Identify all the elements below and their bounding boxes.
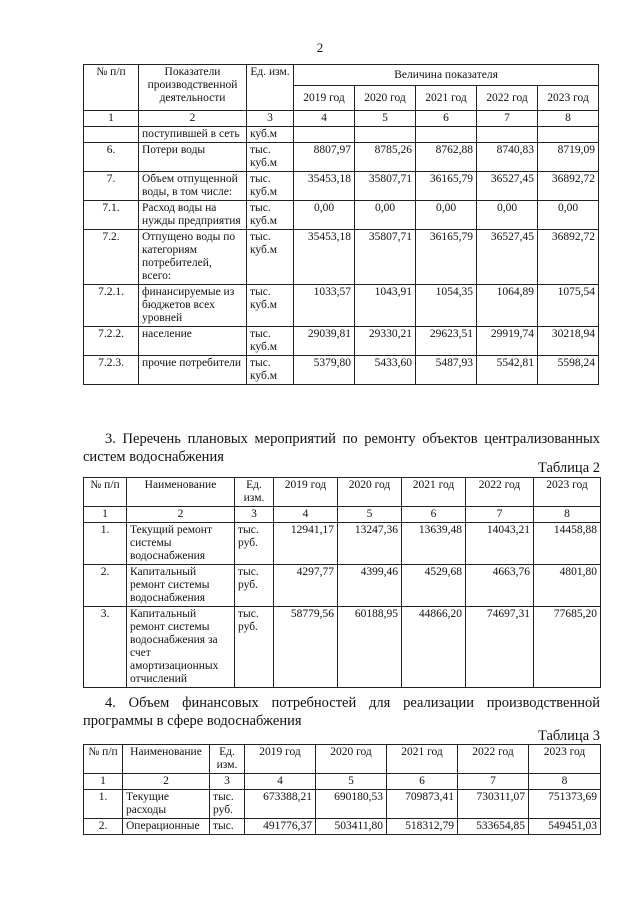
row-name: прочие потребители: [139, 356, 247, 385]
row-name: Расход воды на нужды предприятия: [139, 201, 247, 230]
column-number-row: [84, 774, 601, 790]
row-num: 6.: [84, 143, 139, 172]
column-number: 3: [210, 774, 245, 790]
row-value: 0,00: [294, 201, 355, 230]
row-value: 5598,24: [538, 356, 599, 385]
row-value: [477, 127, 538, 143]
row-value: 0,00: [477, 201, 538, 230]
row-name: Текущий ремонт системы водоснабжения: [127, 523, 235, 565]
table-row: [84, 285, 599, 327]
financial-needs-table: [83, 744, 601, 835]
section-3-heading: 3. Перечень плановых мероприятий по ремонту объектов централизованных систем водоснабжения: [83, 431, 600, 465]
column-number: 5: [316, 774, 387, 790]
row-value: 751373,69: [529, 790, 601, 819]
header-unit: Ед. изм.: [235, 478, 274, 507]
row-value: 5379,80: [294, 356, 355, 385]
header-year: 2019 год: [274, 478, 338, 507]
row-unit: куб.м: [247, 127, 294, 143]
row-value: 4663,76: [466, 565, 534, 607]
row-value: 74697,31: [466, 607, 534, 688]
column-number: 8: [529, 774, 601, 790]
table-row: [84, 201, 599, 230]
row-value: 1064,89: [477, 285, 538, 327]
row-value: 709873,41: [387, 790, 458, 819]
row-value: 5433,60: [355, 356, 416, 385]
table-row: [84, 607, 601, 688]
header-unit: Ед. изм.: [210, 745, 245, 774]
column-number: 4: [245, 774, 316, 790]
row-value: 8762,88: [416, 143, 477, 172]
row-value: 8719,09: [538, 143, 599, 172]
row-value: 1043,91: [355, 285, 416, 327]
row-value: [538, 127, 599, 143]
column-number: 2: [123, 774, 210, 790]
row-value: 29919,74: [477, 327, 538, 356]
row-value: 0,00: [416, 201, 477, 230]
header-num: № п/п: [84, 478, 127, 507]
row-value: 36527,45: [477, 230, 538, 285]
row-num: 7.2.1.: [84, 285, 139, 327]
table-header-row: [84, 65, 599, 86]
column-number: 1: [84, 507, 127, 523]
table-row: [84, 790, 601, 819]
table-3-label: Таблица 3: [537, 728, 600, 744]
row-name: Отпущено воды по категориям потребителей, всего:: [139, 230, 247, 285]
row-unit: тыс.: [210, 819, 245, 835]
row-value: 8740,83: [477, 143, 538, 172]
row-num: 7.: [84, 172, 139, 201]
row-num: [84, 127, 139, 143]
column-number: 7: [466, 507, 534, 523]
row-value: 44866,20: [402, 607, 466, 688]
table-header-row: [84, 478, 601, 507]
column-number: 8: [534, 507, 601, 523]
column-number: 7: [458, 774, 529, 790]
row-num: 2.: [84, 819, 123, 835]
row-value: 730311,07: [458, 790, 529, 819]
table-2-label: Таблица 2: [537, 460, 600, 476]
header-year: 2020 год: [355, 86, 416, 111]
header-year: 2019 год: [294, 86, 355, 111]
row-value: 12941,17: [274, 523, 338, 565]
section-4-heading: 4. Объем финансовых потребностей для реализации производственной программы в сфере водоснабжения: [83, 695, 600, 729]
table-row: [84, 230, 599, 285]
row-value: 0,00: [538, 201, 599, 230]
header-name: Наименование: [127, 478, 235, 507]
header-year: 2022 год: [477, 86, 538, 111]
row-unit: тыс. куб.м: [247, 356, 294, 385]
row-value: 673388,21: [245, 790, 316, 819]
row-value: 5542,81: [477, 356, 538, 385]
repair-measures-table: [83, 477, 601, 688]
column-number: 4: [294, 111, 355, 127]
row-value: 35807,71: [355, 172, 416, 201]
row-num: 1.: [84, 790, 123, 819]
table-row: [84, 523, 601, 565]
row-num: 7.2.2.: [84, 327, 139, 356]
header-year: 2021 год: [416, 86, 477, 111]
row-num: 1.: [84, 523, 127, 565]
column-number: 1: [84, 774, 123, 790]
row-unit: тыс. куб.м: [247, 285, 294, 327]
row-unit: тыс. руб.: [210, 790, 245, 819]
column-number-row: [84, 507, 601, 523]
row-value: 13639,48: [402, 523, 466, 565]
row-unit: тыс. руб.: [235, 523, 274, 565]
header-num: № п/п: [84, 745, 123, 774]
row-value: 29623,51: [416, 327, 477, 356]
row-value: 8785,26: [355, 143, 416, 172]
header-year: 2022 год: [466, 478, 534, 507]
column-number: 7: [477, 111, 538, 127]
row-num: 2.: [84, 565, 127, 607]
row-name: поступившей в сеть: [139, 127, 247, 143]
column-number: 3: [235, 507, 274, 523]
production-indicators-table: [83, 64, 599, 385]
header-year: 2021 год: [387, 745, 458, 774]
row-name: Текущие расходы: [123, 790, 210, 819]
header-year: 2023 год: [534, 478, 601, 507]
header-num: № п/п: [84, 65, 139, 111]
row-value: 36892,72: [538, 172, 599, 201]
row-value: 36165,79: [416, 230, 477, 285]
row-name: Потери воды: [139, 143, 247, 172]
row-value: [294, 127, 355, 143]
table-row: [84, 819, 601, 835]
row-unit: тыс. куб.м: [247, 327, 294, 356]
row-name: финансируемые из бюджетов всех уровней: [139, 285, 247, 327]
table-row: [84, 172, 599, 201]
row-value: 4297,77: [274, 565, 338, 607]
row-value: 503411,80: [316, 819, 387, 835]
row-value: 4529,68: [402, 565, 466, 607]
column-number: 5: [338, 507, 402, 523]
row-name: Капитальный ремонт системы водоснабжения за счет амортизационных отчислений: [127, 607, 235, 688]
page-number: 2: [316, 40, 324, 55]
header-unit: Ед. изм.: [247, 65, 294, 111]
column-number-row: [84, 111, 599, 127]
column-number: 6: [387, 774, 458, 790]
header-year: 2020 год: [316, 745, 387, 774]
row-unit: тыс. куб.м: [247, 143, 294, 172]
table-header-row: [84, 745, 601, 774]
row-name: Операционные: [123, 819, 210, 835]
row-value: 518312,79: [387, 819, 458, 835]
column-number: 4: [274, 507, 338, 523]
column-number: 8: [538, 111, 599, 127]
row-unit: тыс. куб.м: [247, 230, 294, 285]
row-value: 533654,85: [458, 819, 529, 835]
row-value: 36892,72: [538, 230, 599, 285]
table-row: [84, 327, 599, 356]
row-unit: тыс. куб.м: [247, 172, 294, 201]
column-number: 6: [416, 111, 477, 127]
row-value: 13247,36: [338, 523, 402, 565]
row-name: Капитальный ремонт системы водоснабжения: [127, 565, 235, 607]
header-year: 2021 год: [402, 478, 466, 507]
row-value: 36165,79: [416, 172, 477, 201]
row-value: 36527,45: [477, 172, 538, 201]
column-number: 2: [139, 111, 247, 127]
header-year: 2022 год: [458, 745, 529, 774]
header-indicators: Показатели производственной деятельности: [139, 65, 247, 111]
row-value: 549451,03: [529, 819, 601, 835]
row-value: 29330,21: [355, 327, 416, 356]
row-value: [355, 127, 416, 143]
column-number: 2: [127, 507, 235, 523]
row-value: 1054,35: [416, 285, 477, 327]
header-year: 2020 год: [338, 478, 402, 507]
row-name: население: [139, 327, 247, 356]
row-value: 0,00: [355, 201, 416, 230]
table-row: [84, 356, 599, 385]
row-value: 77685,20: [534, 607, 601, 688]
row-value: 58779,56: [274, 607, 338, 688]
header-year: 2023 год: [538, 86, 599, 111]
column-number: 5: [355, 111, 416, 127]
table-row: [84, 143, 599, 172]
row-num: 3.: [84, 607, 127, 688]
row-value: 35453,18: [294, 230, 355, 285]
row-name: Объем отпущенной воды, в том числе:: [139, 172, 247, 201]
row-value: 8807,97: [294, 143, 355, 172]
row-value: 60188,95: [338, 607, 402, 688]
header-year: 2023 год: [529, 745, 601, 774]
row-unit: тыс. куб.м: [247, 201, 294, 230]
row-value: 29039,81: [294, 327, 355, 356]
row-unit: тыс. руб.: [235, 607, 274, 688]
header-year: 2019 год: [245, 745, 316, 774]
row-value: 35807,71: [355, 230, 416, 285]
row-value: 5487,93: [416, 356, 477, 385]
column-number: 3: [247, 111, 294, 127]
row-value: 14043,21: [466, 523, 534, 565]
header-name: Наименование: [123, 745, 210, 774]
column-number: 1: [84, 111, 139, 127]
row-value: 35453,18: [294, 172, 355, 201]
row-value: 690180,53: [316, 790, 387, 819]
row-value: 4801,80: [534, 565, 601, 607]
table-row: [84, 565, 601, 607]
row-unit: тыс. руб.: [235, 565, 274, 607]
row-value: [416, 127, 477, 143]
table-row: [84, 127, 599, 143]
row-value: 1075,54: [538, 285, 599, 327]
row-value: 491776,37: [245, 819, 316, 835]
row-num: 7.1.: [84, 201, 139, 230]
row-num: 7.2.3.: [84, 356, 139, 385]
row-value: 14458,88: [534, 523, 601, 565]
row-value: 4399,46: [338, 565, 402, 607]
row-num: 7.2.: [84, 230, 139, 285]
row-value: 1033,57: [294, 285, 355, 327]
row-value: 30218,94: [538, 327, 599, 356]
header-value-group: Величина показателя: [294, 65, 599, 86]
column-number: 6: [402, 507, 466, 523]
